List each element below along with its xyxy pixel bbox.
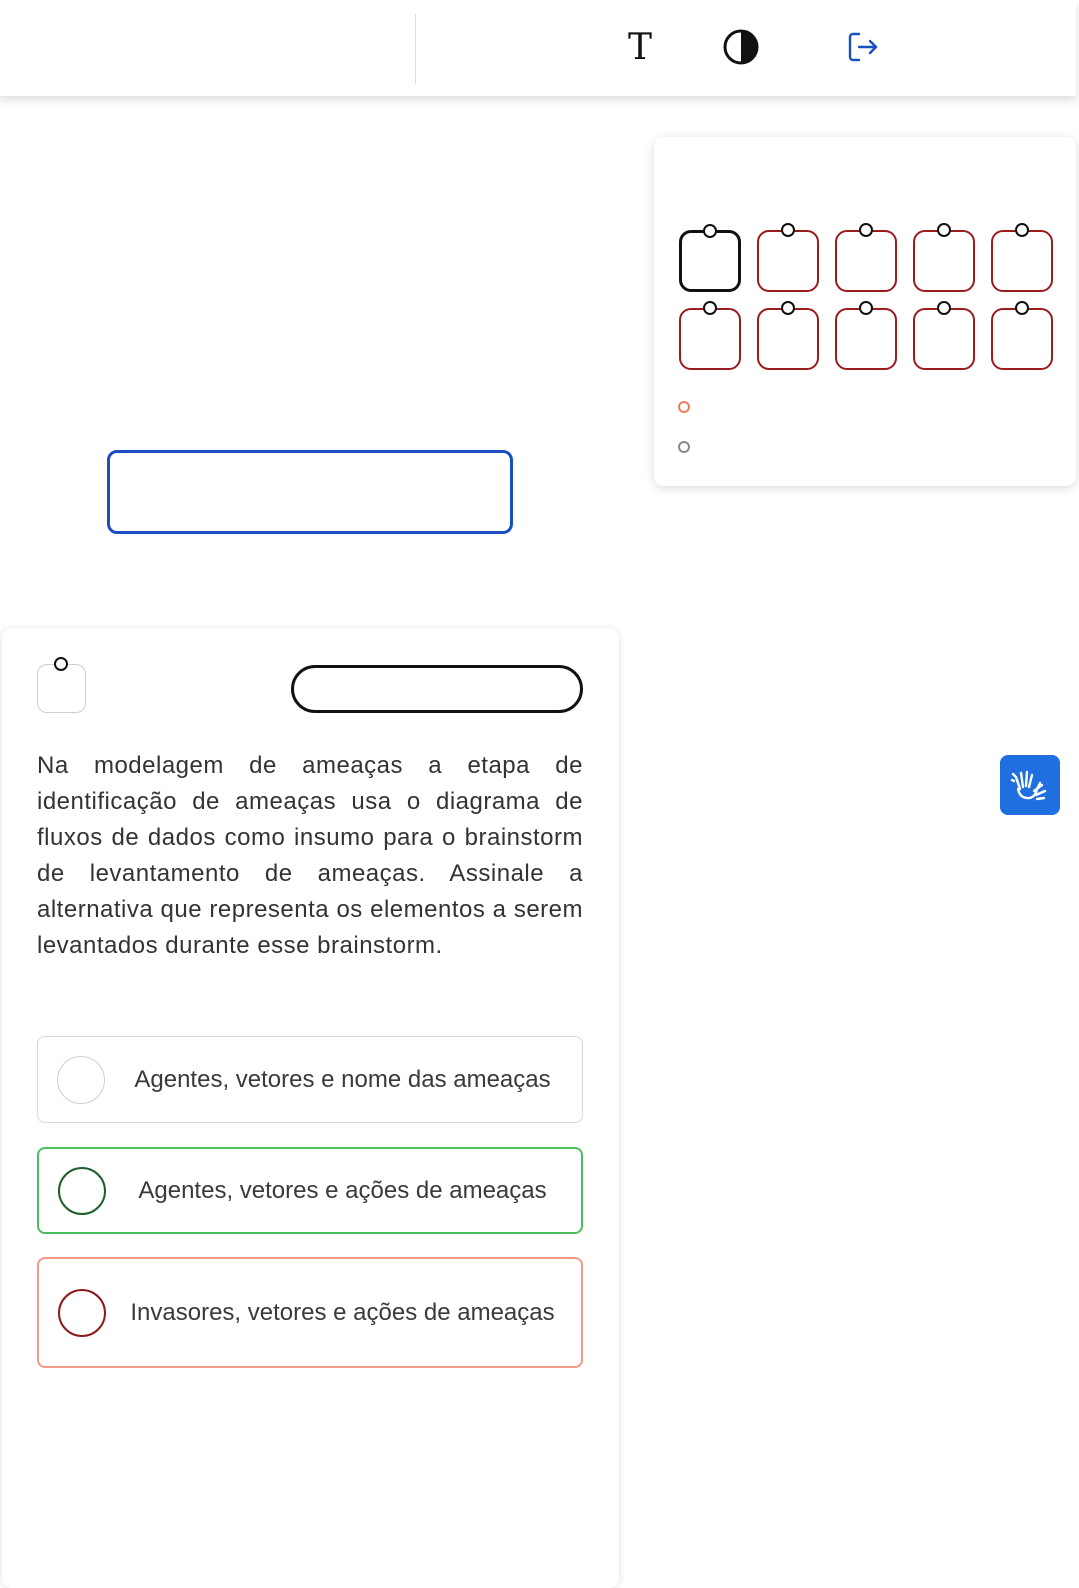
question-badge xyxy=(37,664,86,713)
text-size-glyph: T xyxy=(627,26,652,68)
question-nav-item-2[interactable] xyxy=(757,230,819,292)
radio-option-3[interactable] xyxy=(58,1289,106,1337)
option-label-1: Agentes, vetores e nome das ameaças xyxy=(134,1065,551,1093)
question-status-pill xyxy=(291,665,583,713)
question-nav-item-3[interactable] xyxy=(835,230,897,292)
answer-option-2[interactable] xyxy=(37,1147,583,1234)
question-nav-item-7[interactable] xyxy=(757,308,819,370)
pin-icon xyxy=(703,301,717,315)
text-size-icon[interactable] xyxy=(617,24,663,70)
question-nav-item-1[interactable] xyxy=(679,230,741,292)
question-navigator xyxy=(654,137,1076,486)
badge-pin-icon xyxy=(54,657,68,671)
pin-icon xyxy=(1015,301,1029,315)
sign-language-icon[interactable] xyxy=(1000,755,1060,815)
answer-option-1[interactable] xyxy=(37,1036,583,1123)
question-text: Na modelagem de ameaças a etapa de identificação de ameaças usa o diagrama de fluxos de dados como insumo para o brainstorm de levantamento de ameaças. Assinale a alternativa que representa os elementos a serem levantados durante esse brainstorm. xyxy=(37,752,583,959)
question-nav-item-9[interactable] xyxy=(913,308,975,370)
question-nav-item-10[interactable] xyxy=(991,308,1053,370)
question-nav-item-5[interactable] xyxy=(991,230,1053,292)
contrast-icon[interactable] xyxy=(718,24,764,70)
pin-icon xyxy=(859,223,873,237)
question-nav-item-4[interactable] xyxy=(913,230,975,292)
highlighted-field[interactable] xyxy=(107,450,513,534)
radio-option-1[interactable] xyxy=(57,1056,105,1104)
answer-option-3[interactable] xyxy=(37,1257,583,1368)
pin-icon xyxy=(781,223,795,237)
pin-icon xyxy=(1015,223,1029,237)
question-card xyxy=(2,628,619,1588)
legend-wrong-dot xyxy=(678,401,690,413)
option-label-2: Agentes, vetores e ações de ameaças xyxy=(138,1176,547,1204)
pin-icon xyxy=(859,301,873,315)
option-label-3: Invasores, vetores e ações de ameaças xyxy=(130,1298,555,1326)
logout-icon[interactable] xyxy=(840,24,886,70)
legend-pending-dot xyxy=(678,441,690,453)
question-nav-item-6[interactable] xyxy=(679,308,741,370)
header-divider xyxy=(415,14,416,84)
radio-option-2[interactable] xyxy=(58,1167,106,1215)
pin-icon xyxy=(937,223,951,237)
pin-icon xyxy=(937,301,951,315)
pin-icon xyxy=(703,224,717,238)
question-nav-item-8[interactable] xyxy=(835,308,897,370)
pin-icon xyxy=(781,301,795,315)
top-bar xyxy=(0,0,1076,97)
